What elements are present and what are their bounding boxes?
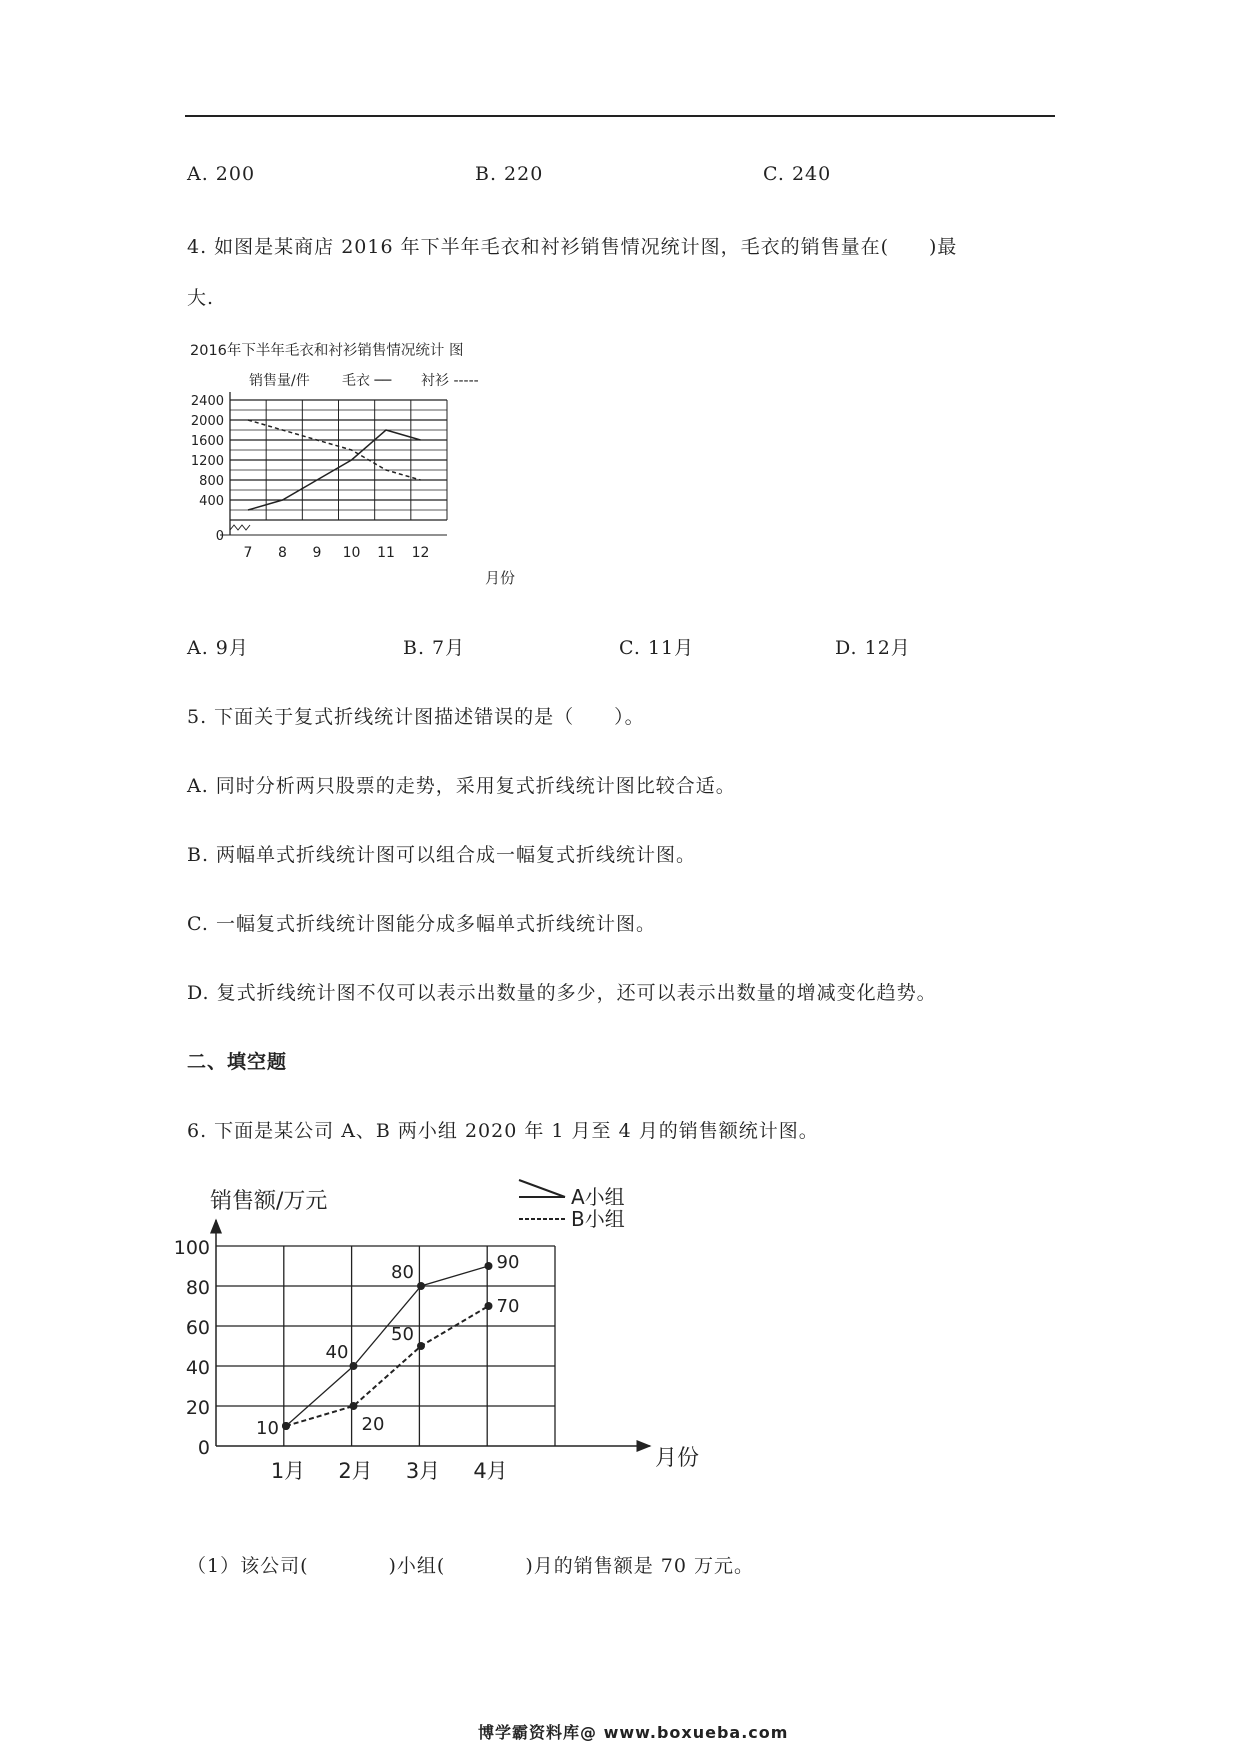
chart2-point-b: [417, 1342, 425, 1350]
q4-option-d[interactable]: D. 12月: [835, 637, 911, 659]
q6-stem: 6. 下面是某公司 A、B 两小组 2020 年 1 月至 4 月的销售额统计图。: [187, 1120, 819, 1142]
chart2-legend-a-line: [519, 1180, 565, 1197]
chart2-ytick-label: 100: [173, 1237, 210, 1259]
chart1-ytick-label: 1600: [190, 434, 224, 449]
chart2-xtick-label: 2月: [338, 1459, 373, 1483]
chart2-ytick-label: 80: [185, 1277, 210, 1299]
chart2-xtick-label: 1月: [270, 1459, 306, 1483]
chart1-legend-sweater: 毛衣 ──: [342, 373, 392, 389]
chart2-label-a: 90: [496, 1252, 520, 1273]
q3-option-b[interactable]: B. 220: [475, 163, 544, 185]
chart2-point-b: [485, 1302, 493, 1310]
q4-stem-line2: 大.: [187, 287, 215, 309]
chart2-ytick-label: 0: [197, 1437, 210, 1459]
chart2-xtick-label: 3月: [405, 1459, 441, 1483]
chart1-ytick-label: 1200: [190, 454, 224, 469]
q5-option-d[interactable]: D. 复式折线统计图不仅可以表示出数量的多少，还可以表示出数量的增减变化趋势。: [187, 982, 937, 1004]
chart2-legend-a: A小组: [571, 1185, 625, 1209]
chart2-point-b: [282, 1422, 290, 1430]
chart1-legend-shirt: 衬衫 -----: [421, 373, 479, 389]
chart2-xlabel: 月份: [655, 1446, 700, 1471]
q4-option-a[interactable]: A. 9月: [187, 637, 249, 659]
chart2-xtick-label: 4月: [473, 1459, 508, 1483]
chart2-x-ticks: [271, 1459, 508, 1483]
chart2-label-a: 10: [256, 1418, 279, 1439]
chart1-ylabel: 销售量/件: [249, 373, 310, 389]
q5-stem: 5. 下面关于复式折线统计图描述错误的是（ ）。: [187, 706, 645, 728]
chart2-point-a: [485, 1262, 493, 1270]
chart1-ytick-label: 0: [215, 529, 224, 544]
chart2-ytick-label: 40: [185, 1357, 210, 1379]
q3-option-c[interactable]: C. 240: [763, 163, 832, 185]
chart2-point-a: [350, 1362, 358, 1370]
chart2-label-b: 50: [391, 1324, 414, 1345]
q4-stem-line1: 4. 如图是某商店 2016 年下半年毛衣和衬衫销售情况统计图，毛衣的销售量在( )最: [187, 236, 958, 258]
chart2-ylabel: 销售额/万元: [210, 1189, 328, 1214]
chart2-series: [256, 1252, 519, 1439]
header-rule: [185, 115, 1055, 117]
chart1-xtick-label: 10: [342, 545, 361, 561]
chart1-xtick-label: 12: [411, 545, 430, 561]
chart1-x-ticks: [244, 545, 430, 561]
chart2-point-a: [417, 1282, 425, 1290]
chart1-xtick-label: 11: [377, 545, 395, 561]
q5-option-b[interactable]: B. 两幅单式折线统计图可以组合成一幅复式折线统计图。: [187, 844, 697, 866]
chart1-xtick-label: 9: [312, 545, 322, 561]
chart1-xtick-label: 8: [278, 545, 287, 561]
section2-title: 二、填空题: [187, 1051, 288, 1073]
q3-option-a[interactable]: A. 200: [187, 163, 256, 185]
q6-sub1: （1）该公司( )小组( )月的销售额是 70 万元。: [187, 1555, 754, 1577]
chart2-ytick-label: 60: [185, 1317, 210, 1339]
chart1-xtick-label: 7: [243, 545, 253, 561]
chart2-point-b: [350, 1402, 358, 1410]
chart2-label-a: 80: [391, 1262, 414, 1283]
chart1-xlabel: 月份: [485, 569, 516, 587]
chart1-series: [248, 420, 421, 510]
chart1-ytick-label: 2000: [190, 414, 224, 429]
q4-option-b[interactable]: B. 7月: [403, 637, 466, 659]
q5-option-a[interactable]: A. 同时分析两只股票的走势，采用复式折线统计图比较合适。: [187, 775, 736, 797]
chart2-grid: [216, 1220, 650, 1446]
chart1-ytick-label: 400: [199, 494, 224, 509]
chart1-title: 2016年下半年毛衣和衬衫销售情况统计 图: [190, 343, 464, 359]
chart1-axis-break: [230, 525, 250, 530]
chart1-y-ticks: [191, 394, 224, 544]
chart1-ytick-label: 2400: [190, 394, 224, 409]
chart2-label-a: 40: [325, 1342, 349, 1363]
chart2-label-b: 70: [496, 1296, 520, 1317]
sales-chart-2016: [185, 340, 545, 592]
chart2-legend-b: B小组: [571, 1207, 625, 1231]
chart2-series-a: [286, 1266, 489, 1426]
footer: 博学霸资料库@ www.boxueba.com: [478, 1723, 789, 1742]
chart2-ytick-label: 20: [185, 1397, 210, 1419]
q4-option-c[interactable]: C. 11月: [619, 637, 695, 659]
chart1-grid: [220, 392, 447, 535]
chart1-ytick-label: 800: [199, 474, 224, 489]
q5-option-c[interactable]: C. 一幅复式折线统计图能分成多幅单式折线统计图。: [187, 913, 656, 935]
chart2-label-b: 20: [361, 1414, 385, 1435]
chart2-y-ticks: [174, 1237, 210, 1459]
sales-chart-2020: [173, 1180, 725, 1485]
